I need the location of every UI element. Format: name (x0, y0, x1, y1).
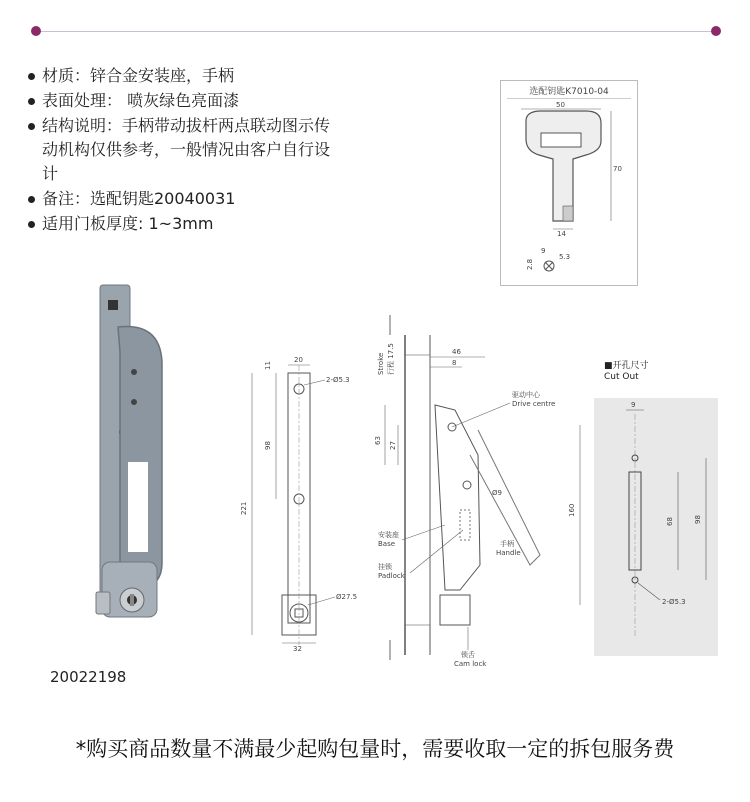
spec-list (26, 64, 336, 237)
spec-structure: 结构说明：手柄带动拔杆两点联动图示传动机构仅供参考，一般情况由客户自行设计 (26, 114, 336, 186)
svg-text:63: 63 (374, 436, 382, 445)
svg-text:50: 50 (556, 101, 565, 109)
divider-right-dot (711, 26, 721, 36)
svg-text:2-Ø5.3: 2-Ø5.3 (326, 376, 350, 384)
svg-text:驱动中心: 驱动中心 (512, 391, 540, 399)
svg-text:挂锁: 挂锁 (378, 563, 392, 571)
svg-text:98: 98 (264, 441, 272, 450)
cutout-drawing (594, 398, 718, 656)
svg-text:14: 14 (557, 230, 566, 238)
svg-text:锁舌: 锁舌 (461, 651, 475, 659)
svg-text:98: 98 (694, 515, 702, 524)
svg-text:Stroke: Stroke (377, 352, 385, 375)
svg-text:Ø9: Ø9 (492, 489, 502, 497)
footer-notice: *购买商品数量不满最少起购包量时，需要收取一定的拆包服务费 (75, 737, 675, 761)
front-view (240, 356, 357, 653)
svg-text:46: 46 (452, 348, 461, 356)
svg-text:160: 160 (568, 503, 576, 517)
key-panel-title: 选配钥匙K7010-04 (529, 87, 609, 97)
spec-thickness: 适用门板厚度: 1~3mm (26, 212, 336, 236)
svg-text:20: 20 (294, 356, 303, 364)
cutout-title: ■开孔尺寸 Cut Out (604, 361, 649, 382)
svg-text:Cam lock: Cam lock (454, 660, 487, 668)
spec-finish: 表面处理： 喷灰绿色亮面漆 (26, 89, 336, 113)
technical-drawing (230, 305, 590, 685)
svg-text:Ø27.5: Ø27.5 (336, 593, 358, 601)
svg-text:68: 68 (666, 517, 674, 526)
svg-text:手柄: 手柄 (500, 540, 514, 548)
side-view (374, 315, 580, 668)
cutout-panel (594, 398, 718, 656)
svg-text:70: 70 (613, 165, 622, 173)
svg-text:5.3: 5.3 (559, 253, 571, 261)
spec-remark: 备注：选配钥匙20040031 (26, 187, 336, 211)
svg-text:Base: Base (378, 540, 396, 548)
key-drawing-panel (500, 80, 638, 286)
spec-material: 材质：锌合金安装座，手柄 (26, 64, 336, 88)
product-code: 20022198 (50, 668, 127, 686)
svg-text:Drive centre: Drive centre (512, 400, 556, 408)
product-photo (90, 282, 180, 642)
svg-text:2.8: 2.8 (526, 258, 534, 270)
key-drawing (501, 81, 637, 285)
svg-text:221: 221 (240, 501, 248, 515)
svg-text:Handle: Handle (496, 549, 521, 557)
svg-text:32: 32 (293, 645, 302, 653)
svg-text:8: 8 (452, 359, 457, 367)
svg-text:2-Ø5.3: 2-Ø5.3 (662, 598, 686, 606)
divider-left-dot (31, 26, 41, 36)
svg-text:9: 9 (631, 401, 636, 409)
svg-text:27: 27 (389, 441, 397, 450)
svg-text:行程 17.5: 行程 17.5 (387, 343, 395, 375)
svg-text:11: 11 (264, 361, 272, 370)
top-divider (36, 31, 716, 32)
svg-text:安装座: 安装座 (378, 531, 399, 539)
svg-text:9: 9 (541, 247, 546, 255)
svg-text:Padlock: Padlock (378, 572, 405, 580)
